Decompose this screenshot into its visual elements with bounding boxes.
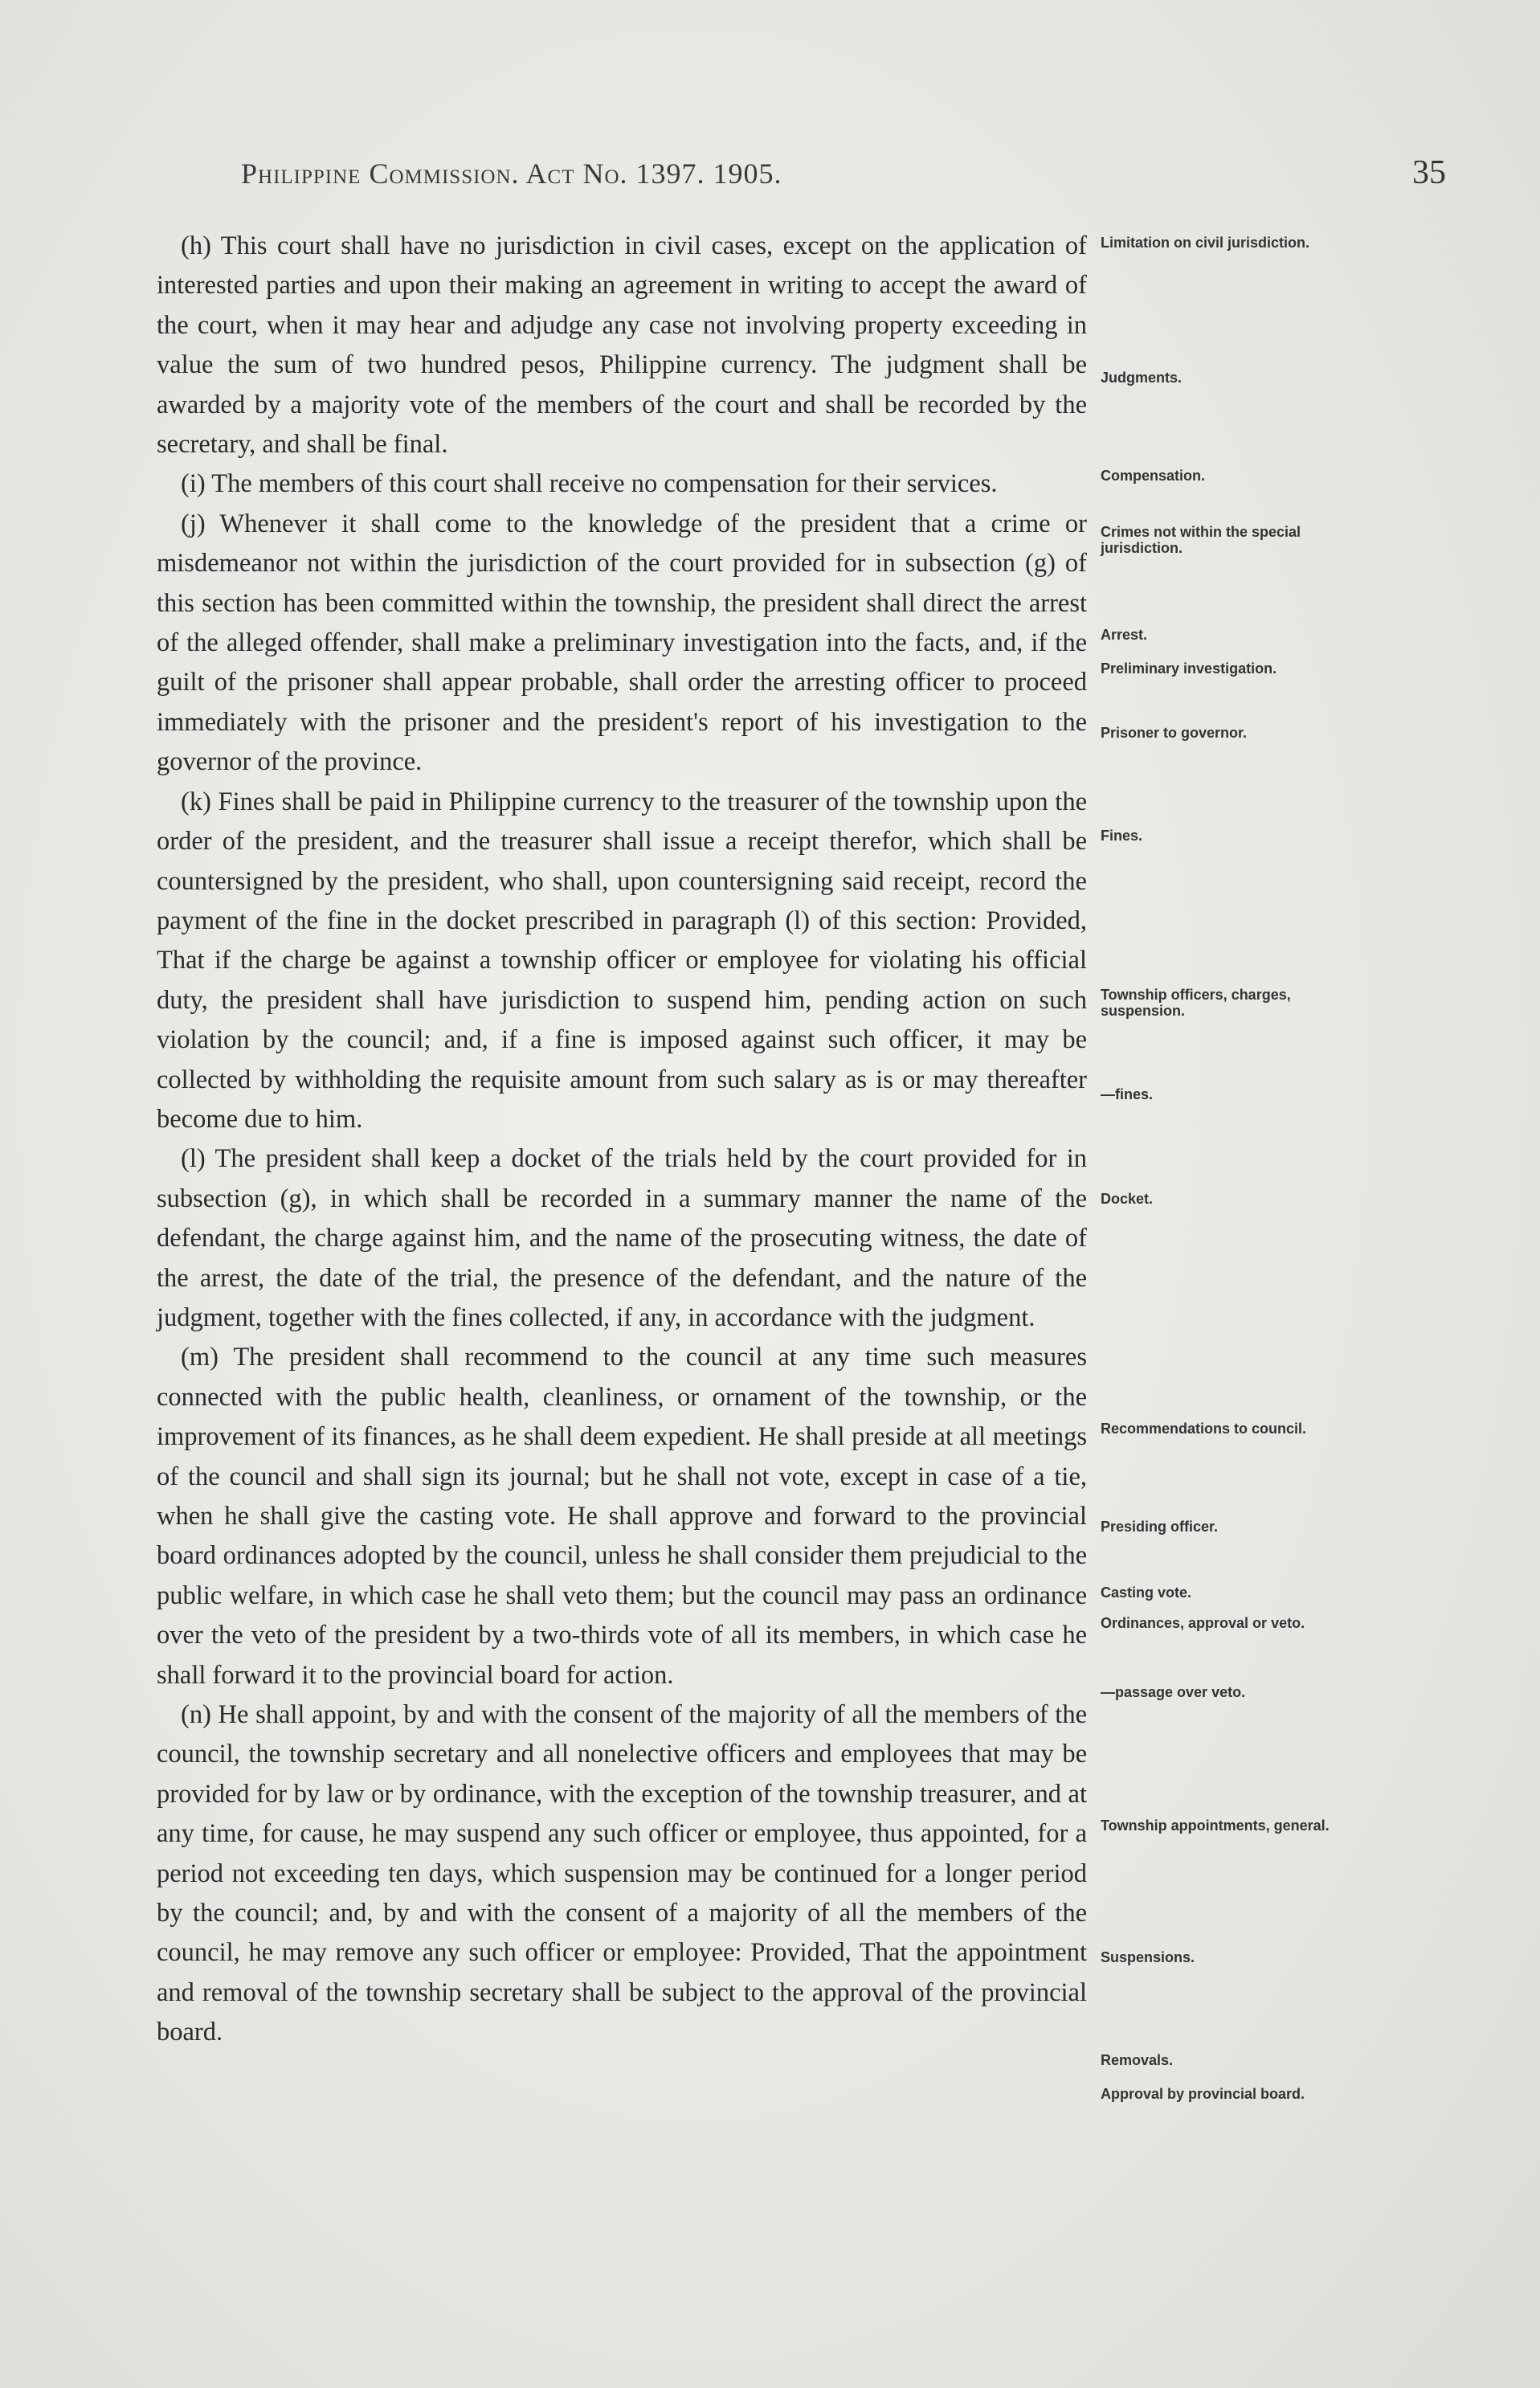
body-text [157, 227, 1087, 2053]
margin-note: —fines. [1101, 1086, 1154, 1102]
margin-note: Township appointments, general. [1101, 1818, 1330, 1834]
margin-note: Ordinances, approval or veto. [1101, 1615, 1305, 1631]
margin-note: Preliminary investigation. [1101, 660, 1277, 677]
paragraph-i: (i) The members of this court shall receive no compensation for their services. [181, 469, 998, 499]
running-header [241, 154, 1446, 205]
header-title: Philippine Commission. Act No. 1397. 1905. [241, 157, 782, 190]
margin-note: Casting vote. [1101, 1585, 1192, 1601]
margin-note: —passage over veto. [1101, 1684, 1246, 1700]
paragraph-k: (k) Fines shall be paid in Philippine currency to the treasurer of the township upon the order of the president, and the treasurer shall issue a receipt therefor, which shall be countersigned by the president, who shall, upon countersigning said receipt, record the payment of the fine in the docket prescribed in paragraph (l) of this section: Provided, That if the charge be against a township officer or employee for violating his official duty, the president shall have jurisdiction to suspend him, pending action on such violation by the council; and, if a fine is imposed against such officer, it may be collected by withholding the requisite amount from such salary as is or may thereafter become due to him. [157, 787, 1087, 1134]
margin-note: Removals. [1101, 2052, 1174, 2068]
paragraph-h: (h) This court shall have no jurisdiction in civil cases, except on the application of interested parties and upon their making an agreement in writing to accept the award of the court, when it may hear and adjudge any case not involving property exceeding in value the sum of two hundred pesos, Philippine currency. The judgment shall be awarded by a majority vote of the members of the court and shall be recorded by the secretary, and shall be final. [157, 231, 1087, 460]
margin-note: Township officers, charges, suspension. [1101, 987, 1291, 1019]
paragraph-j: (j) Whenever it shall come to the knowledge of the president that a crime or misdemeanor not within the jurisdiction of the court provided for in subsection (g) of this section has been committed within the township, the president shall direct the arrest of the alleged offender, shall make a preliminary investigation into the facts, and, if the guilt of the prisoner shall appear probable, shall order the arresting officer to proceed immediately with the prisoner and the president's report of his investigation to the governor of the province. [157, 509, 1087, 777]
margin-note: Arrest. [1101, 627, 1148, 643]
paragraph-m: (m) The president shall recommend to the council at any time such measures connected with the public health, cleanliness, or ornament of the township, or the improvement of its finances, as he shall deem expedient. He shall preside at all meetings of the council and shall sign its journal; but he shall not vote, except in case of a tie, when he shall give the casting vote. He shall approve and forward to the provincial board ordinances adopted by the council, unless he shall consider them prejudicial to the public welfare, in which case he shall veto them; but the council may pass an ordinance over the veto of the president by a two-thirds vote of all its members, in which case he shall forward it to the provincial board for action. [157, 1343, 1087, 1690]
paragraph-l: (l) The president shall keep a docket of the trials held by the court provided for in subsection (g), in which shall be recorded in a summary manner the name of the defendant, the charge against him, and the name of the prosecuting witness, the date of the arrest, the date of the trial, the presence of the defendant, and the nature of the judgment, together with the fines collected, if any, in accordance with the judgment. [157, 1144, 1087, 1332]
margin-note: Prisoner to governor. [1101, 725, 1248, 741]
paragraph-n: (n) He shall appoint, by and with the consent of the majority of all the members of the council, the township secretary and all nonelective officers and employees that may be provided for by law or by ordinance, with the exception of the township treasurer, and at any time, for cause, he may suspend any such officer or employee, thus appointed, for a period not exceeding ten days, which suspension may be continued for a longer period by the council; and, by and with the consent of a majority of all the members of the council, he may remove any such officer or employee: Provided, That the appointment and removal of the township secretary shall be subject to the approval of the provincial board. [157, 1700, 1087, 2047]
margin-note: Docket. [1101, 1191, 1154, 1207]
margin-note: Compensation. [1101, 468, 1206, 484]
margin-note: Fines. [1101, 828, 1143, 844]
margin-note: Presiding officer. [1101, 1519, 1219, 1535]
page-number: 35 [1412, 154, 1446, 191]
margin-note: Limitation on civil jurisdiction. [1101, 235, 1310, 251]
margin-note: Approval by provincial board. [1101, 2086, 1305, 2102]
margin-note: Suspensions. [1101, 1949, 1195, 1965]
margin-note: Judgments. [1101, 370, 1183, 386]
margin-note: Crimes not within the special jurisdiction. [1101, 524, 1301, 556]
margin-note: Recommendations to council. [1101, 1421, 1307, 1437]
